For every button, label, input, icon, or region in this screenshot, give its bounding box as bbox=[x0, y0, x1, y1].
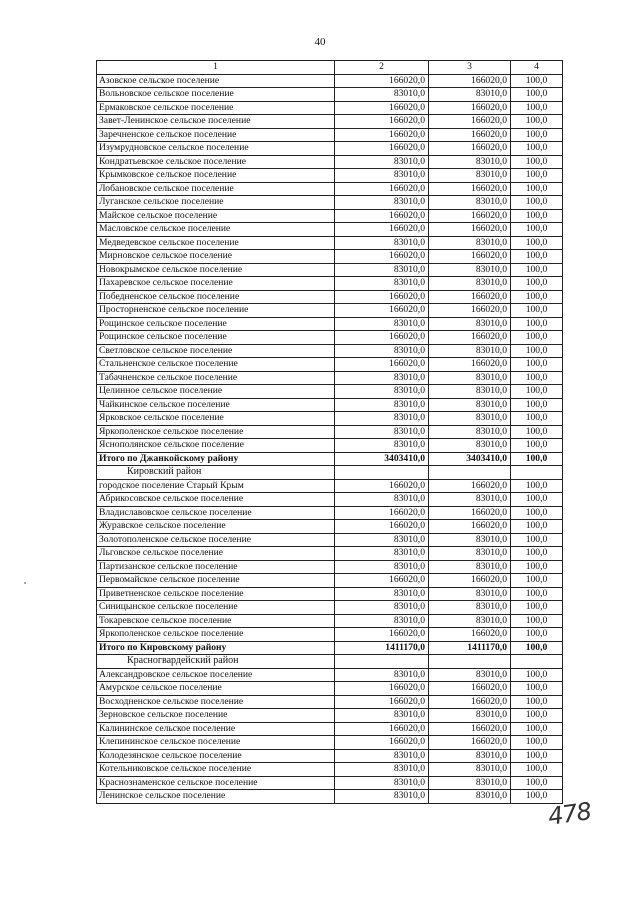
table-row bbox=[97, 493, 563, 507]
percent-cell: 100,0 bbox=[511, 358, 563, 372]
planned-amount-cell: 83010,0 bbox=[335, 88, 429, 102]
planned-amount-cell: 83010,0 bbox=[335, 776, 429, 790]
table-row bbox=[97, 439, 563, 453]
percent-cell: 100,0 bbox=[511, 317, 563, 331]
actual-amount-cell: 166020,0 bbox=[429, 574, 511, 588]
planned-amount-cell: 83010,0 bbox=[335, 398, 429, 412]
percent-cell: 100,0 bbox=[511, 209, 563, 223]
actual-amount-cell: 83010,0 bbox=[429, 493, 511, 507]
table-row bbox=[97, 74, 563, 88]
actual-amount-cell: 166020,0 bbox=[429, 722, 511, 736]
handwritten-note: 478 bbox=[546, 797, 593, 831]
percent-cell: 100,0 bbox=[511, 547, 563, 561]
percent-cell: 100,0 bbox=[511, 331, 563, 345]
actual-amount-cell: 166020,0 bbox=[429, 304, 511, 318]
table-header-row bbox=[97, 61, 563, 75]
table-row bbox=[97, 547, 563, 561]
percent-cell: 100,0 bbox=[511, 398, 563, 412]
actual-amount-cell: 83010,0 bbox=[429, 668, 511, 682]
settlement-name-cell: Амурское сельское поселение bbox=[97, 682, 335, 696]
percent-cell: 100,0 bbox=[511, 506, 563, 520]
settlement-name-cell: Вольновское сельское поселение bbox=[97, 88, 335, 102]
table-row bbox=[97, 155, 563, 169]
actual-amount-cell: 166020,0 bbox=[429, 358, 511, 372]
settlement-name-cell: Зерновское сельское поселение bbox=[97, 709, 335, 723]
percent-cell: 100,0 bbox=[511, 533, 563, 547]
percent-cell: 100,0 bbox=[511, 776, 563, 790]
actual-amount-cell: 166020,0 bbox=[429, 128, 511, 142]
actual-amount-cell: 83010,0 bbox=[429, 560, 511, 574]
planned-amount-cell: 83010,0 bbox=[335, 277, 429, 291]
table-row bbox=[97, 736, 563, 750]
actual-amount-cell: 83010,0 bbox=[429, 88, 511, 102]
settlement-name-cell: Ермаковское сельское поселение bbox=[97, 101, 335, 115]
table-row bbox=[97, 398, 563, 412]
settlement-name-cell: Золотополенское сельское поселение bbox=[97, 533, 335, 547]
percent-cell: 100,0 bbox=[511, 614, 563, 628]
settlement-name-cell: Изумрудновское сельское поселение bbox=[97, 142, 335, 156]
settlement-name-cell: Синицынское сельское поселение bbox=[97, 601, 335, 615]
page-number: 40 bbox=[314, 36, 326, 48]
actual-amount-cell: 166020,0 bbox=[429, 115, 511, 129]
settlement-name-cell: Восходненское сельское поселение bbox=[97, 695, 335, 709]
table-row bbox=[97, 425, 563, 439]
planned-amount-cell: 83010,0 bbox=[335, 668, 429, 682]
table-row bbox=[97, 263, 563, 277]
table-row bbox=[97, 776, 563, 790]
settlement-name-cell: городское поселение Старый Крым bbox=[97, 479, 335, 493]
planned-amount-cell: 83010,0 bbox=[335, 412, 429, 426]
table-row bbox=[97, 371, 563, 385]
planned-amount-cell bbox=[335, 466, 429, 480]
planned-amount-cell: 83010,0 bbox=[335, 493, 429, 507]
planned-amount-cell: 166020,0 bbox=[335, 506, 429, 520]
table-row bbox=[97, 533, 563, 547]
actual-amount-cell: 83010,0 bbox=[429, 371, 511, 385]
table-row bbox=[97, 344, 563, 358]
percent-cell: 100,0 bbox=[511, 587, 563, 601]
planned-amount-cell: 83010,0 bbox=[335, 790, 429, 804]
percent-cell: 100,0 bbox=[511, 722, 563, 736]
actual-amount-cell: 83010,0 bbox=[429, 398, 511, 412]
table-row bbox=[97, 209, 563, 223]
table-row bbox=[97, 709, 563, 723]
actual-amount-cell: 83010,0 bbox=[429, 263, 511, 277]
settlement-name-cell: Журавское сельское поселение bbox=[97, 520, 335, 534]
actual-amount-cell bbox=[429, 466, 511, 480]
settlement-name-cell: Калининское сельское поселение bbox=[97, 722, 335, 736]
settlement-name-cell: Итого по Кировскому району bbox=[97, 641, 335, 655]
table-row bbox=[97, 290, 563, 304]
percent-cell: 100,0 bbox=[511, 763, 563, 777]
percent-cell: 100,0 bbox=[511, 425, 563, 439]
planned-amount-cell: 166020,0 bbox=[335, 331, 429, 345]
planned-amount-cell: 83010,0 bbox=[335, 439, 429, 453]
planned-amount-cell: 83010,0 bbox=[335, 614, 429, 628]
total-row bbox=[97, 452, 563, 466]
settlement-name-cell: Чайкинское сельское поселение bbox=[97, 398, 335, 412]
planned-amount-cell: 83010,0 bbox=[335, 763, 429, 777]
planned-amount-cell: 1411170,0 bbox=[335, 641, 429, 655]
percent-cell: 100,0 bbox=[511, 101, 563, 115]
planned-amount-cell: 83010,0 bbox=[335, 601, 429, 615]
actual-amount-cell: 166020,0 bbox=[429, 506, 511, 520]
table-row bbox=[97, 277, 563, 291]
settlement-name-cell: Кондратьевское сельское поселение bbox=[97, 155, 335, 169]
planned-amount-cell: 166020,0 bbox=[335, 695, 429, 709]
percent-cell: 100,0 bbox=[511, 196, 563, 210]
table-row bbox=[97, 763, 563, 777]
planned-amount-cell: 166020,0 bbox=[335, 304, 429, 318]
actual-amount-cell: 166020,0 bbox=[429, 479, 511, 493]
column-header-3: 3 bbox=[429, 61, 511, 75]
actual-amount-cell: 83010,0 bbox=[429, 196, 511, 210]
settlement-name-cell: Абрикосовское сельское поселение bbox=[97, 493, 335, 507]
percent-cell: 100,0 bbox=[511, 385, 563, 399]
percent-cell: 100,0 bbox=[511, 695, 563, 709]
planned-amount-cell: 166020,0 bbox=[335, 722, 429, 736]
percent-cell: 100,0 bbox=[511, 709, 563, 723]
actual-amount-cell: 83010,0 bbox=[429, 236, 511, 250]
table-row bbox=[97, 412, 563, 426]
percent-cell: 100,0 bbox=[511, 790, 563, 804]
percent-cell: 100,0 bbox=[511, 344, 563, 358]
planned-amount-cell: 83010,0 bbox=[335, 533, 429, 547]
table-row bbox=[97, 479, 563, 493]
planned-amount-cell: 3403410,0 bbox=[335, 452, 429, 466]
percent-cell: 100,0 bbox=[511, 142, 563, 156]
table-row bbox=[97, 115, 563, 129]
percent-cell: 100,0 bbox=[511, 169, 563, 183]
settlement-name-cell: Кировский район bbox=[97, 466, 335, 480]
percent-cell: 100,0 bbox=[511, 682, 563, 696]
settlement-name-cell: Приветненское сельское поселение bbox=[97, 587, 335, 601]
planned-amount-cell: 166020,0 bbox=[335, 520, 429, 534]
planned-amount-cell: 83010,0 bbox=[335, 236, 429, 250]
settlement-name-cell: Яркополенское сельское поселение bbox=[97, 425, 335, 439]
percent-cell: 100,0 bbox=[511, 74, 563, 88]
table-row bbox=[97, 520, 563, 534]
table-row bbox=[97, 574, 563, 588]
planned-amount-cell: 166020,0 bbox=[335, 290, 429, 304]
table-row bbox=[97, 196, 563, 210]
settlement-name-cell: Александровское сельское поселение bbox=[97, 668, 335, 682]
percent-cell bbox=[511, 655, 563, 669]
settlement-name-cell: Целинное сельское поселение bbox=[97, 385, 335, 399]
settlement-name-cell: Лобановское сельское поселение bbox=[97, 182, 335, 196]
percent-cell: 100,0 bbox=[511, 628, 563, 642]
settlement-name-cell: Пахаревское сельское поселение bbox=[97, 277, 335, 291]
actual-amount-cell: 83010,0 bbox=[429, 412, 511, 426]
table-row bbox=[97, 236, 563, 250]
percent-cell: 100,0 bbox=[511, 736, 563, 750]
settlement-name-cell: Табачненское сельское поселение bbox=[97, 371, 335, 385]
actual-amount-cell: 166020,0 bbox=[429, 101, 511, 115]
actual-amount-cell: 166020,0 bbox=[429, 331, 511, 345]
table-row bbox=[97, 358, 563, 372]
percent-cell: 100,0 bbox=[511, 479, 563, 493]
planned-amount-cell: 166020,0 bbox=[335, 682, 429, 696]
actual-amount-cell: 83010,0 bbox=[429, 439, 511, 453]
table-row bbox=[97, 628, 563, 642]
actual-amount-cell: 166020,0 bbox=[429, 182, 511, 196]
settlement-name-cell: Рощинское сельское поселение bbox=[97, 317, 335, 331]
actual-amount-cell: 83010,0 bbox=[429, 763, 511, 777]
settlement-name-cell: Завет-Ленинское сельское поселение bbox=[97, 115, 335, 129]
settlement-name-cell: Красногвардейский район bbox=[97, 655, 335, 669]
table-row bbox=[97, 182, 563, 196]
percent-cell: 100,0 bbox=[511, 223, 563, 237]
settlement-name-cell: Льговское сельское поселение bbox=[97, 547, 335, 561]
actual-amount-cell: 166020,0 bbox=[429, 142, 511, 156]
actual-amount-cell: 166020,0 bbox=[429, 520, 511, 534]
percent-cell: 100,0 bbox=[511, 560, 563, 574]
planned-amount-cell: 83010,0 bbox=[335, 155, 429, 169]
percent-cell: 100,0 bbox=[511, 668, 563, 682]
actual-amount-cell: 83010,0 bbox=[429, 425, 511, 439]
actual-amount-cell: 83010,0 bbox=[429, 277, 511, 291]
percent-cell: 100,0 bbox=[511, 641, 563, 655]
actual-amount-cell: 166020,0 bbox=[429, 209, 511, 223]
table-row bbox=[97, 749, 563, 763]
actual-amount-cell: 83010,0 bbox=[429, 317, 511, 331]
percent-cell: 100,0 bbox=[511, 128, 563, 142]
table-row bbox=[97, 695, 563, 709]
table-row bbox=[97, 142, 563, 156]
table-row bbox=[97, 250, 563, 264]
percent-cell: 100,0 bbox=[511, 115, 563, 129]
percent-cell: 100,0 bbox=[511, 412, 563, 426]
settlement-name-cell: Луганское сельское поселение bbox=[97, 196, 335, 210]
planned-amount-cell: 83010,0 bbox=[335, 196, 429, 210]
settlement-name-cell: Первомайское сельское поселение bbox=[97, 574, 335, 588]
table-row bbox=[97, 88, 563, 102]
table-row bbox=[97, 506, 563, 520]
table-row bbox=[97, 682, 563, 696]
planned-amount-cell: 166020,0 bbox=[335, 358, 429, 372]
actual-amount-cell: 1411170,0 bbox=[429, 641, 511, 655]
percent-cell: 100,0 bbox=[511, 250, 563, 264]
settlement-name-cell: Колодезянское сельское поселение bbox=[97, 749, 335, 763]
percent-cell: 100,0 bbox=[511, 263, 563, 277]
actual-amount-cell: 83010,0 bbox=[429, 385, 511, 399]
planned-amount-cell: 166020,0 bbox=[335, 142, 429, 156]
table-row bbox=[97, 304, 563, 318]
planned-amount-cell: 166020,0 bbox=[335, 128, 429, 142]
percent-cell: 100,0 bbox=[511, 493, 563, 507]
planned-amount-cell: 83010,0 bbox=[335, 587, 429, 601]
actual-amount-cell: 83010,0 bbox=[429, 547, 511, 561]
actual-amount-cell: 83010,0 bbox=[429, 709, 511, 723]
planned-amount-cell: 83010,0 bbox=[335, 425, 429, 439]
settlement-name-cell: Владиславовское сельское поселение bbox=[97, 506, 335, 520]
percent-cell: 100,0 bbox=[511, 601, 563, 615]
actual-amount-cell: 83010,0 bbox=[429, 749, 511, 763]
planned-amount-cell: 166020,0 bbox=[335, 115, 429, 129]
planned-amount-cell: 166020,0 bbox=[335, 101, 429, 115]
settlement-name-cell: Итого по Джанкойскому району bbox=[97, 452, 335, 466]
planned-amount-cell: 83010,0 bbox=[335, 749, 429, 763]
actual-amount-cell: 83010,0 bbox=[429, 344, 511, 358]
actual-amount-cell: 166020,0 bbox=[429, 682, 511, 696]
settlement-name-cell: Медведевское сельское поселение bbox=[97, 236, 335, 250]
budget-table bbox=[96, 60, 563, 804]
settlement-name-cell: Котельниковское сельское поселение bbox=[97, 763, 335, 777]
table-row bbox=[97, 790, 563, 804]
table-row bbox=[97, 128, 563, 142]
planned-amount-cell: 166020,0 bbox=[335, 209, 429, 223]
settlement-name-cell: Майское сельское поселение bbox=[97, 209, 335, 223]
settlement-name-cell: Яснополянское сельское поселение bbox=[97, 439, 335, 453]
percent-cell: 100,0 bbox=[511, 182, 563, 196]
settlement-name-cell: Стальненское сельское поселение bbox=[97, 358, 335, 372]
planned-amount-cell: 83010,0 bbox=[335, 371, 429, 385]
percent-cell bbox=[511, 466, 563, 480]
planned-amount-cell: 166020,0 bbox=[335, 223, 429, 237]
planned-amount-cell: 166020,0 bbox=[335, 736, 429, 750]
percent-cell: 100,0 bbox=[511, 520, 563, 534]
settlement-name-cell: Масловское сельское поселение bbox=[97, 223, 335, 237]
percent-cell: 100,0 bbox=[511, 236, 563, 250]
percent-cell: 100,0 bbox=[511, 439, 563, 453]
planned-amount-cell: 83010,0 bbox=[335, 263, 429, 277]
total-row bbox=[97, 641, 563, 655]
planned-amount-cell: 166020,0 bbox=[335, 74, 429, 88]
district-heading-row bbox=[97, 655, 563, 669]
actual-amount-cell: 83010,0 bbox=[429, 790, 511, 804]
actual-amount-cell: 83010,0 bbox=[429, 601, 511, 615]
actual-amount-cell: 166020,0 bbox=[429, 628, 511, 642]
actual-amount-cell: 166020,0 bbox=[429, 250, 511, 264]
actual-amount-cell: 83010,0 bbox=[429, 155, 511, 169]
settlement-name-cell: Мирновское сельское поселение bbox=[97, 250, 335, 264]
actual-amount-cell: 166020,0 bbox=[429, 695, 511, 709]
planned-amount-cell: 166020,0 bbox=[335, 628, 429, 642]
table-row bbox=[97, 587, 563, 601]
table-row bbox=[97, 223, 563, 237]
actual-amount-cell: 3403410,0 bbox=[429, 452, 511, 466]
planned-amount-cell: 166020,0 bbox=[335, 574, 429, 588]
table-row bbox=[97, 385, 563, 399]
settlement-name-cell: Ленинское сельское поселение bbox=[97, 790, 335, 804]
settlement-name-cell: Клепининское сельское поселение bbox=[97, 736, 335, 750]
table-body bbox=[97, 61, 563, 804]
actual-amount-cell: 83010,0 bbox=[429, 614, 511, 628]
planned-amount-cell: 83010,0 bbox=[335, 560, 429, 574]
column-header-4: 4 bbox=[511, 61, 563, 75]
settlement-name-cell: Яркополенское сельское поселение bbox=[97, 628, 335, 642]
settlement-name-cell: Краснознаменское сельское поселение bbox=[97, 776, 335, 790]
percent-cell: 100,0 bbox=[511, 574, 563, 588]
planned-amount-cell: 83010,0 bbox=[335, 169, 429, 183]
actual-amount-cell: 83010,0 bbox=[429, 587, 511, 601]
actual-amount-cell: 166020,0 bbox=[429, 290, 511, 304]
settlement-name-cell: Рощинское сельское поселение bbox=[97, 331, 335, 345]
settlement-name-cell: Победненское сельское поселение bbox=[97, 290, 335, 304]
settlement-name-cell: Партизанское сельское поселение bbox=[97, 560, 335, 574]
percent-cell: 100,0 bbox=[511, 277, 563, 291]
table-row bbox=[97, 331, 563, 345]
table-row bbox=[97, 101, 563, 115]
settlement-name-cell: Просторненское сельское поселение bbox=[97, 304, 335, 318]
planned-amount-cell: 166020,0 bbox=[335, 182, 429, 196]
planned-amount-cell: 166020,0 bbox=[335, 250, 429, 264]
table-row bbox=[97, 722, 563, 736]
actual-amount-cell bbox=[429, 655, 511, 669]
table-row bbox=[97, 668, 563, 682]
actual-amount-cell: 166020,0 bbox=[429, 74, 511, 88]
percent-cell: 100,0 bbox=[511, 749, 563, 763]
table-row bbox=[97, 560, 563, 574]
planned-amount-cell bbox=[335, 655, 429, 669]
settlement-name-cell: Ярковское сельское поселение bbox=[97, 412, 335, 426]
column-header-1: 1 bbox=[97, 61, 335, 75]
actual-amount-cell: 83010,0 bbox=[429, 533, 511, 547]
table-row bbox=[97, 614, 563, 628]
percent-cell: 100,0 bbox=[511, 290, 563, 304]
actual-amount-cell: 83010,0 bbox=[429, 169, 511, 183]
actual-amount-cell: 166020,0 bbox=[429, 736, 511, 750]
planned-amount-cell: 166020,0 bbox=[335, 479, 429, 493]
planned-amount-cell: 83010,0 bbox=[335, 385, 429, 399]
district-heading-row bbox=[97, 466, 563, 480]
actual-amount-cell: 83010,0 bbox=[429, 776, 511, 790]
percent-cell: 100,0 bbox=[511, 88, 563, 102]
margin-mark bbox=[24, 582, 26, 584]
settlement-name-cell: Новокрымское сельское поселение bbox=[97, 263, 335, 277]
planned-amount-cell: 83010,0 bbox=[335, 709, 429, 723]
percent-cell: 100,0 bbox=[511, 304, 563, 318]
table-row bbox=[97, 601, 563, 615]
settlement-name-cell: Заречненское сельское поселение bbox=[97, 128, 335, 142]
settlement-name-cell: Крымковское сельское поселение bbox=[97, 169, 335, 183]
percent-cell: 100,0 bbox=[511, 371, 563, 385]
percent-cell: 100,0 bbox=[511, 155, 563, 169]
table-row bbox=[97, 317, 563, 331]
percent-cell: 100,0 bbox=[511, 452, 563, 466]
settlement-name-cell: Токаревское сельское поселение bbox=[97, 614, 335, 628]
column-header-2: 2 bbox=[335, 61, 429, 75]
planned-amount-cell: 83010,0 bbox=[335, 317, 429, 331]
planned-amount-cell: 83010,0 bbox=[335, 344, 429, 358]
settlement-name-cell: Азовское сельское поселение bbox=[97, 74, 335, 88]
settlement-name-cell: Светловское сельское поселение bbox=[97, 344, 335, 358]
actual-amount-cell: 166020,0 bbox=[429, 223, 511, 237]
table-row bbox=[97, 169, 563, 183]
planned-amount-cell: 83010,0 bbox=[335, 547, 429, 561]
